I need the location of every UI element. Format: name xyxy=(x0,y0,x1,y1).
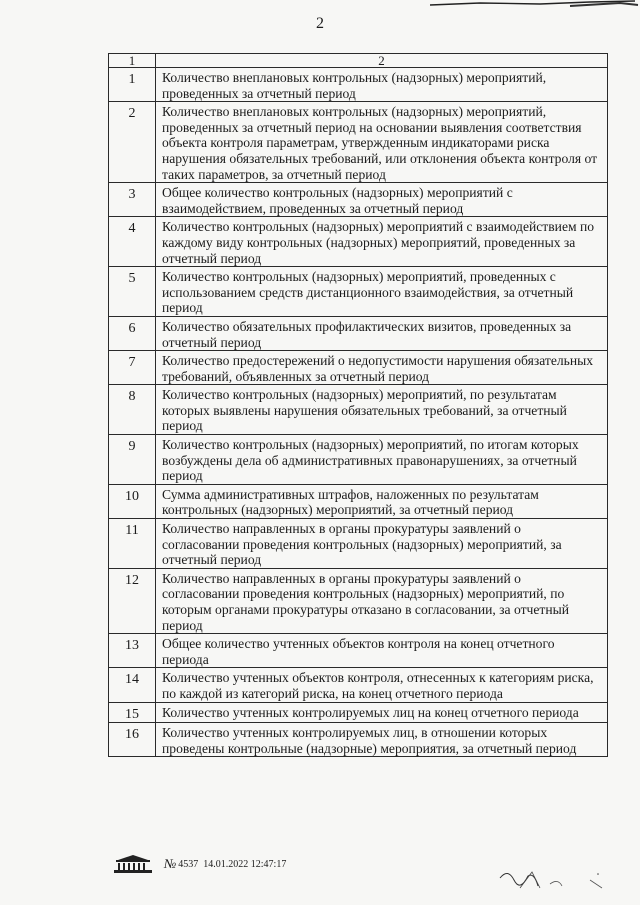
row-text: Количество учтенных контролируемых лиц на конец отчетного периода xyxy=(156,702,608,723)
table-row xyxy=(109,68,608,102)
row-text: Количество обязательных профилактических визитов, проведенных за отчетный период xyxy=(156,316,608,350)
row-text: Количество контрольных (надзорных) мероприятий с взаимодействием по каждому виду контрольных (надзорных) мероприятий, проведенных за отчетный период xyxy=(156,217,608,267)
table-row xyxy=(109,668,608,702)
row-text: Количество контрольных (надзорных) мероприятий, проведенных с использованием средств дистанционного взаимодействия, за отчетный период xyxy=(156,267,608,317)
row-text: Количество направленных в органы прокуратуры заявлений о согласовании проведения контрольных (надзорных) мероприятий, за отчетный период xyxy=(156,519,608,569)
row-number: 4 xyxy=(109,217,156,267)
row-text: Количество внеплановых контрольных (надзорных) мероприятий, проведенных за отчетный период xyxy=(156,68,608,102)
row-text: Количество контрольных (надзорных) мероприятий, по результатам которых выявлены нарушения обязательных требований, за отчетный период xyxy=(156,385,608,435)
table-row xyxy=(109,484,608,518)
table-row xyxy=(109,217,608,267)
indicators-table xyxy=(108,53,608,757)
row-number: 7 xyxy=(109,351,156,385)
signature-mark xyxy=(490,860,610,896)
row-number: 3 xyxy=(109,183,156,217)
table-row xyxy=(109,316,608,350)
table-row xyxy=(109,435,608,485)
table-row xyxy=(109,183,608,217)
row-number: 10 xyxy=(109,484,156,518)
table-row xyxy=(109,634,608,668)
page-number: 2 xyxy=(316,15,324,32)
document-datetime: 14.01.2022 12:47:17 xyxy=(203,858,287,870)
row-number: 12 xyxy=(109,568,156,633)
table-row xyxy=(109,702,608,723)
row-number: 15 xyxy=(109,702,156,723)
row-number: 1 xyxy=(109,68,156,102)
row-number: 6 xyxy=(109,316,156,350)
row-number: 11 xyxy=(109,519,156,569)
row-text: Общее количество контрольных (надзорных) мероприятий с взаимодействием, проведенных за отчетный период xyxy=(156,183,608,217)
header-col-1: 1 xyxy=(109,54,156,68)
table-row xyxy=(109,385,608,435)
row-text: Количество предостережений о недопустимости нарушения обязательных требований, объявленных за отчетный период xyxy=(156,351,608,385)
building-logo-icon xyxy=(110,854,156,874)
row-text: Общее количество учтенных объектов контроля на конец отчетного периода xyxy=(156,634,608,668)
row-text: Количество учтенных контролируемых лиц, в отношении которых проведены контрольные (надзорные) мероприятия, за отчетный период xyxy=(156,723,608,757)
row-text: Количество внеплановых контрольных (надзорных) мероприятий, проведенных за отчетный период на основании выявления соответствия объекта контроля параметрам, утвержденным индикаторами риска нарушения обязательных требований, или отклонения объекта контроля от таких параметров, за отчетный период xyxy=(156,102,608,183)
row-text: Количество контрольных (надзорных) мероприятий, по итогам которых возбуждены дела об административных правонарушениях, за отчетный период xyxy=(156,435,608,485)
row-number: 8 xyxy=(109,385,156,435)
row-number: 13 xyxy=(109,634,156,668)
table-row xyxy=(109,723,608,757)
table-row xyxy=(109,568,608,633)
corner-stamp-marks xyxy=(420,0,640,14)
row-number: 9 xyxy=(109,435,156,485)
document-number-mark: № xyxy=(164,856,177,871)
document-number: 4537 xyxy=(178,858,199,870)
table-row xyxy=(109,267,608,317)
row-number: 16 xyxy=(109,723,156,757)
row-text: Количество направленных в органы прокуратуры заявлений о согласовании проведения контрольных (надзорных) мероприятий, по которым органами прокуратуры отказано в согласовании, за отчетный период xyxy=(156,568,608,633)
document-footer xyxy=(110,852,286,876)
table-row xyxy=(109,102,608,183)
table-row xyxy=(109,351,608,385)
header-col-2: 2 xyxy=(156,54,608,68)
row-text: Сумма административных штрафов, наложенных по результатам контрольных (надзорных) мероприятий, за отчетный период xyxy=(156,484,608,518)
row-number: 2 xyxy=(109,102,156,183)
row-text: Количество учтенных объектов контроля, отнесенных к категориям риска, по каждой из категорий риска, на конец отчетного периода xyxy=(156,668,608,702)
table-header-row xyxy=(109,54,608,68)
table-row xyxy=(109,519,608,569)
row-number: 5 xyxy=(109,267,156,317)
row-number: 14 xyxy=(109,668,156,702)
